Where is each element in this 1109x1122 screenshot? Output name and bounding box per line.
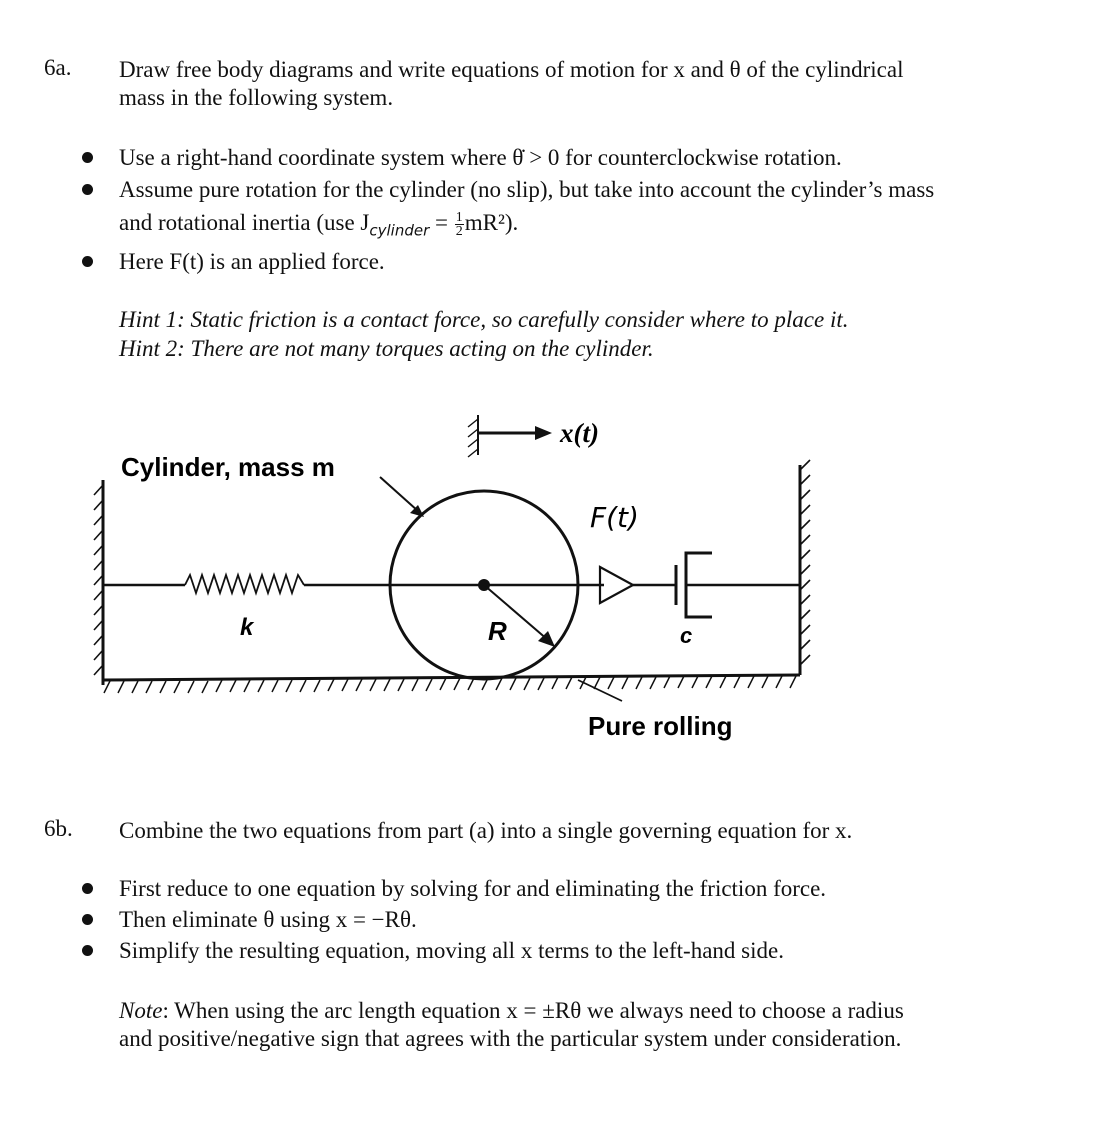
note-text-1: : When using the arc length equation x = ±Rθ we always need to choose a radius — [162, 998, 904, 1023]
part-b-bullet-2: Then eliminate θ using x = −Rθ. — [119, 907, 417, 932]
ground — [103, 675, 800, 693]
inertia-tail: mR²). — [464, 210, 519, 235]
part-a-number: 6a. — [44, 55, 72, 80]
part-a-bullet-2-line2 — [119, 208, 518, 246]
left-wall — [94, 480, 103, 685]
cylinder-pointer — [380, 477, 418, 511]
note-line-1 — [119, 996, 904, 1025]
damper-label: c — [680, 623, 693, 648]
force-label: F(t) — [590, 501, 639, 534]
inertia-text: and rotational inertia (use J — [119, 210, 370, 235]
part-a-bullet-3: Here F(t) is an applied force. — [119, 249, 385, 274]
force-arrow — [484, 567, 633, 603]
bullet-icon — [82, 883, 93, 894]
part-b-number: 6b. — [44, 816, 73, 841]
inertia-subscript: cylinder — [369, 221, 430, 240]
bullet-icon — [82, 184, 93, 195]
part-b-bullet-1: First reduce to one equation by solving for and eliminating the friction force. — [119, 876, 827, 901]
note-label: Note — [119, 998, 163, 1023]
part-b-bullet-3: Simplify the resulting equation, moving all x terms to the left-hand side. — [119, 938, 784, 963]
bullet-icon — [82, 945, 93, 956]
bullet-icon — [82, 256, 93, 267]
right-wall — [800, 460, 810, 675]
part-a-prompt-line1: Draw free body diagrams and write equations of motion for x and θ of the cylindrical — [119, 57, 904, 82]
part-a-prompt-line2: mass in the following system. — [119, 85, 394, 110]
inertia-equals: = — [429, 210, 454, 235]
rolling-label: Pure rolling — [588, 711, 733, 741]
x-reference-arrow — [468, 415, 552, 457]
spring-label: k — [240, 614, 254, 641]
hint-2: Hint 2: There are not many torques acting on the cylinder. — [119, 336, 654, 361]
radius-label: R — [488, 616, 507, 646]
mechanical-system-diagram — [0, 395, 1109, 755]
rolling-pointer — [578, 680, 622, 701]
part-b-prompt: Combine the two equations from part (a) into a single governing equation for x. — [119, 818, 853, 843]
bullet-icon — [82, 152, 93, 163]
part-a-bullet-1: Use a right-hand coordinate system where θ̇ > 0 for counterclockwise rotation. — [119, 145, 842, 170]
note-line-2: and positive/negative sign that agrees with the particular system under consideration. — [119, 1026, 902, 1051]
cylinder-label: Cylinder, mass m — [121, 452, 335, 482]
hint-1: Hint 1: Static friction is a contact force, so carefully consider where to place it. — [119, 307, 849, 332]
bullet-icon — [82, 914, 93, 925]
x-label: x(t) — [560, 418, 599, 448]
damper — [633, 553, 800, 617]
part-a-bullet-2-line1: Assume pure rotation for the cylinder (no slip), but take into account the cylinder’s mass — [119, 177, 935, 202]
one-half-fraction: $\frac{1}{2}$ — [455, 210, 463, 240]
spring — [103, 575, 484, 593]
